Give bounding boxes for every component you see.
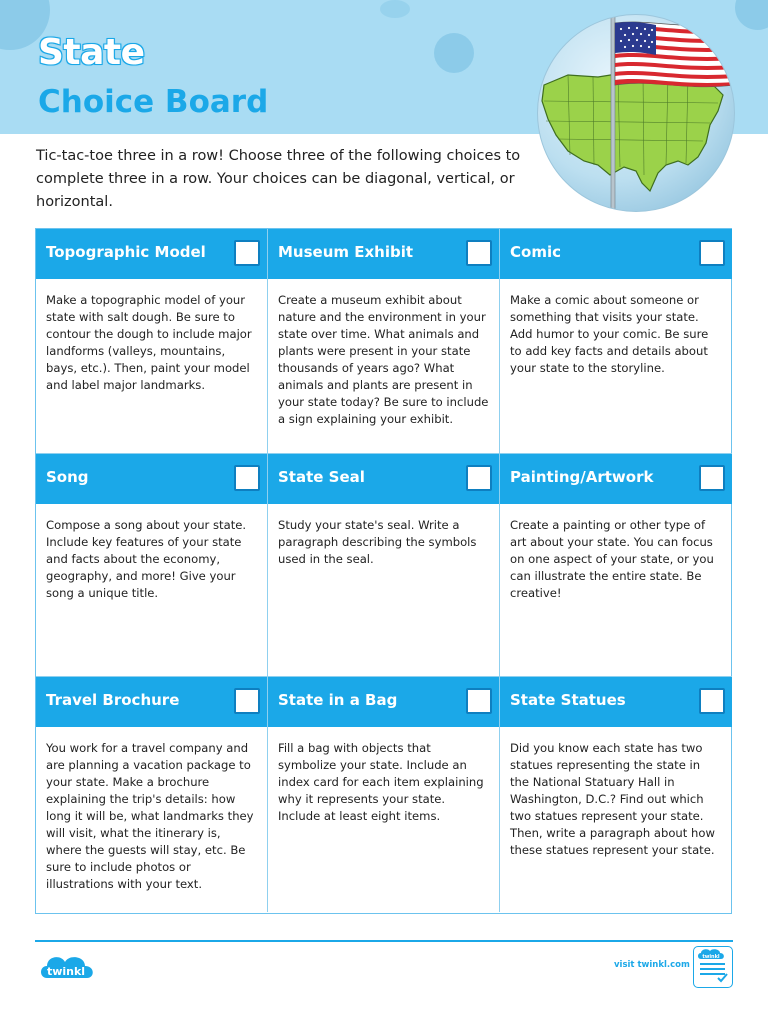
choice-title: Comic (510, 243, 561, 261)
choice-title: Topographic Model (46, 243, 206, 261)
badge-brand-text: twinkl (702, 954, 720, 960)
choice-description: Make a topographic model of your state with salt dough. Be sure to contour the dough to include major landforms (valleys, mountains, bays, etc.). Then, paint your model and label major landmarks. (46, 293, 252, 392)
quality-badge (693, 946, 733, 988)
decorative-bubble (380, 0, 410, 18)
choice-checkbox[interactable] (466, 240, 492, 266)
choice-checkbox[interactable] (466, 465, 492, 491)
choice-checkbox[interactable] (234, 465, 260, 491)
choice-cell-header (36, 677, 267, 727)
choice-description: Create a painting or other type of art about your state. You can focus on one aspect of your state, or you can illustrate the entire state. Be creative! (510, 518, 714, 600)
page-title: State (38, 32, 145, 73)
choice-title: Song (46, 468, 89, 486)
choice-description: Compose a song about your state. Include key features of your state and facts about the economy, geography, and more! Give your song a unique title. (46, 518, 247, 600)
decorative-bubble (434, 33, 474, 73)
choice-board (35, 228, 732, 914)
choice-cell (268, 229, 500, 453)
choice-checkbox[interactable] (699, 240, 725, 266)
decorative-bubble (735, 0, 768, 30)
logo-text: twinkl (46, 965, 86, 978)
choice-cell (500, 453, 732, 676)
choice-description: Create a museum exhibit about nature and the environment in your state over time. What animals and plants were present in your state thousands of years ago? What animals and plants are present in your state today? Be sure to include a sign explaining your exhibit. (278, 293, 489, 426)
choice-description: Make a comic about someone or something that visits your state. Add humor to your comic. Be sure to add key facts and details about your state to the storyline. (510, 293, 709, 375)
choice-cell-header (500, 677, 732, 727)
choice-description: Fill a bag with objects that symbolize your state. Include an index card for each item explaining why it represents your state. Include at least eight items. (278, 741, 484, 823)
visit-website-link[interactable]: visit twinkl.com (614, 960, 690, 970)
choice-checkbox[interactable] (234, 688, 260, 714)
choice-description: Study your state's seal. Write a paragraph describing the symbols used in the seal. (278, 518, 477, 566)
choice-cell-header (268, 454, 499, 504)
choice-description: You work for a travel company and are planning a vacation package to your state. Make a brochure explaining the trip's details: how long it will be, what landmarks they will visit, what the itinerary is, where the guests will stay, etc. Be sure to include photos or illustrations with your text. (46, 741, 254, 891)
instructions-text: Tic-tac-toe three in a row! Choose three of the following choices to complete three in a row. Your choices can be diagonal, vertical, or horizontal. (36, 148, 521, 210)
choice-cell-header (36, 454, 267, 504)
choice-cell-header (268, 229, 499, 279)
choice-checkbox[interactable] (699, 465, 725, 491)
choice-title: State Statues (510, 691, 626, 709)
choice-cell (268, 676, 500, 912)
choice-description: Did you know each state has two statues representing the state in the National Statuary Hall in Washington, D.C.? Find out which two statues represent your state. Then, write a paragraph about how these statues represent your state. (510, 741, 715, 857)
page-subtitle: Choice Board (38, 84, 269, 120)
choice-cell-header (268, 677, 499, 727)
choice-cell-header (500, 229, 732, 279)
map-illustration-svg (538, 15, 734, 211)
choice-cell (500, 676, 732, 912)
choice-cell (500, 229, 732, 453)
choice-title: Painting/Artwork (510, 468, 654, 486)
choice-checkbox[interactable] (699, 688, 725, 714)
choice-title: Museum Exhibit (278, 243, 414, 261)
quality-badge-icon (694, 947, 731, 986)
choice-title: Travel Brochure (46, 691, 180, 709)
choice-checkbox[interactable] (234, 240, 260, 266)
choice-cell-header (500, 454, 732, 504)
footer-divider (35, 940, 733, 942)
choice-cell (36, 453, 268, 676)
choice-title: State Seal (278, 468, 365, 486)
twinkl-logo (37, 950, 97, 984)
us-map-flag-illustration (537, 14, 735, 212)
choice-cell-header (36, 229, 267, 279)
choice-title: State in a Bag (278, 691, 398, 709)
choice-cell (36, 676, 268, 912)
choice-checkbox[interactable] (466, 688, 492, 714)
choice-cell (268, 453, 500, 676)
choice-cell (36, 229, 268, 453)
